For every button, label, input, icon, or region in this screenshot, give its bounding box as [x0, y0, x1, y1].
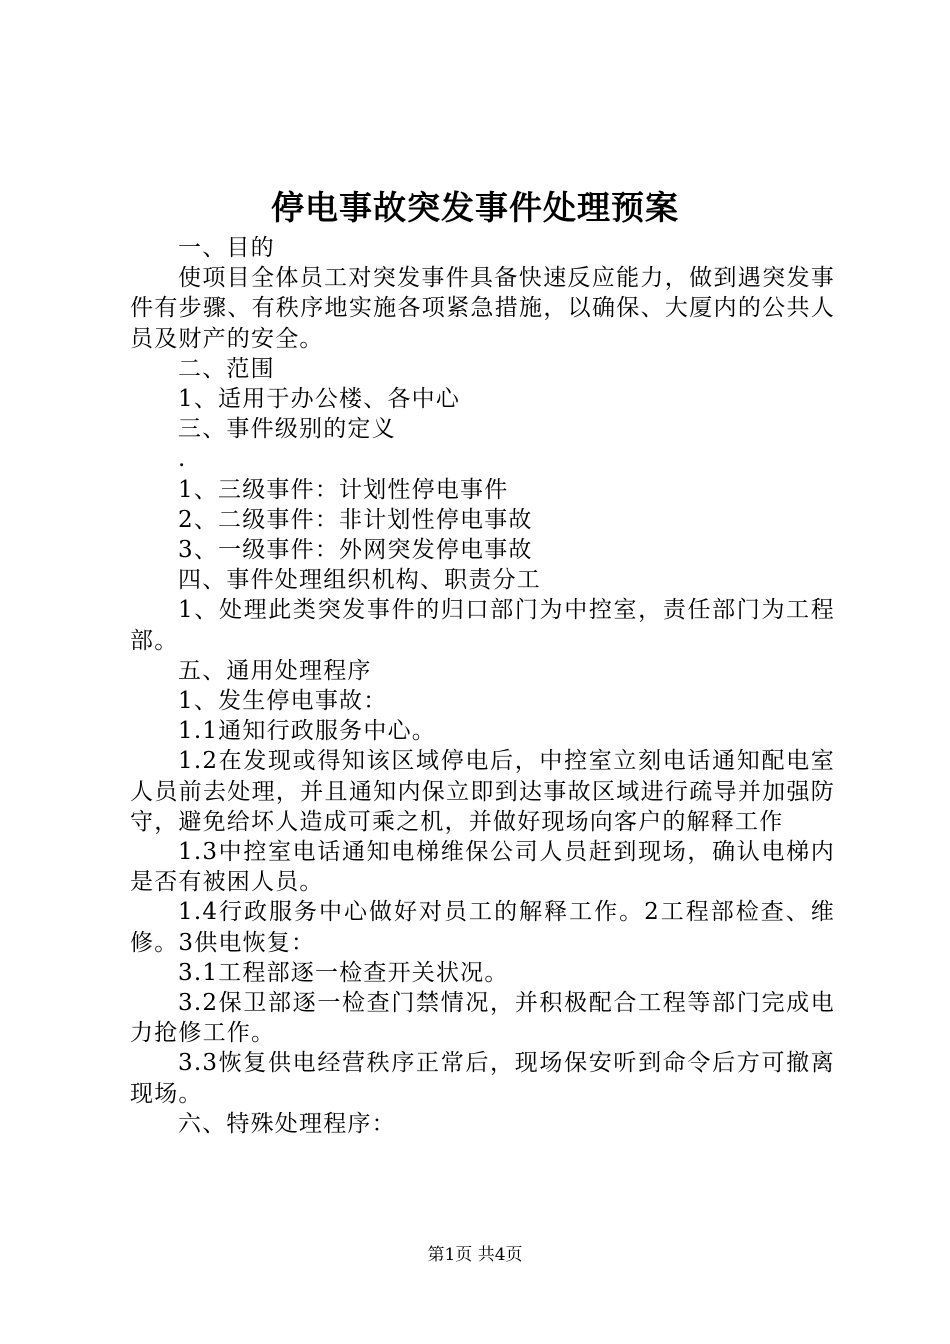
list-item: 2、二级事件：非计划性停电事故	[178, 506, 533, 533]
section-heading: 四、事件处理组织机构、职责分工	[178, 567, 541, 594]
list-item: 1.2在发现或得知该区域停电后，中控室立刻电话通知配电室人员前去处理，并且通知内保立即到达事故区域进行疏导并加强防守，避免给坏人造成可乘之机，并做好现场向客户的解释工作	[130, 748, 835, 835]
list-item: 3.3恢复供电经营秩序正常后，现场保安听到命令后方可撤离现场。	[130, 1050, 835, 1107]
list-item: 1.3中控室电话通知电梯维保公司人员赶到现场，确认电梯内是否有被困人员。	[130, 839, 835, 896]
list-item: 3.1工程部逐一检查开关状况。	[178, 959, 509, 986]
page-footer: 第1页 共4页	[427, 1245, 523, 1265]
section-heading: 三、事件级别的定义	[178, 416, 396, 443]
section-heading: 六、特殊处理程序：	[178, 1110, 396, 1137]
paragraph: 使项目全体员工对突发事件具备快速反应能力，做到遇突发事件有步骤、有秩序地实施各项紧急措施，以确保、大厦内的公共人员及财产的安全。	[130, 265, 835, 352]
paragraph: .	[178, 446, 187, 473]
list-item: 3.2保卫部逐一检查门禁情况，并积极配合工程等部门完成电力抢修工作。	[130, 990, 835, 1047]
list-item: 1.1通知行政服务中心。	[178, 718, 436, 745]
list-item: 1、三级事件：计划性停电事件	[178, 476, 509, 503]
list-item: 1、适用于办公楼、各中心	[178, 386, 461, 413]
section-heading: 一、目的	[178, 235, 275, 261]
section-heading: 五、通用处理程序	[178, 657, 372, 684]
page-title: 停电事故突发事件处理预案	[271, 188, 679, 227]
list-item: 3、一级事件：外网突发停电事故	[178, 537, 533, 564]
list-item: 1、发生停电事故：	[178, 688, 388, 715]
document-body	[130, 233, 835, 1139]
list-item: 1、处理此类突发事件的归口部门为中控室，责任部门为工程部。	[130, 597, 835, 654]
section-heading: 二、范围	[178, 355, 275, 382]
list-item: 1.4行政服务中心做好对员工的解释工作。2工程部检查、维修。3供电恢复：	[130, 899, 835, 956]
